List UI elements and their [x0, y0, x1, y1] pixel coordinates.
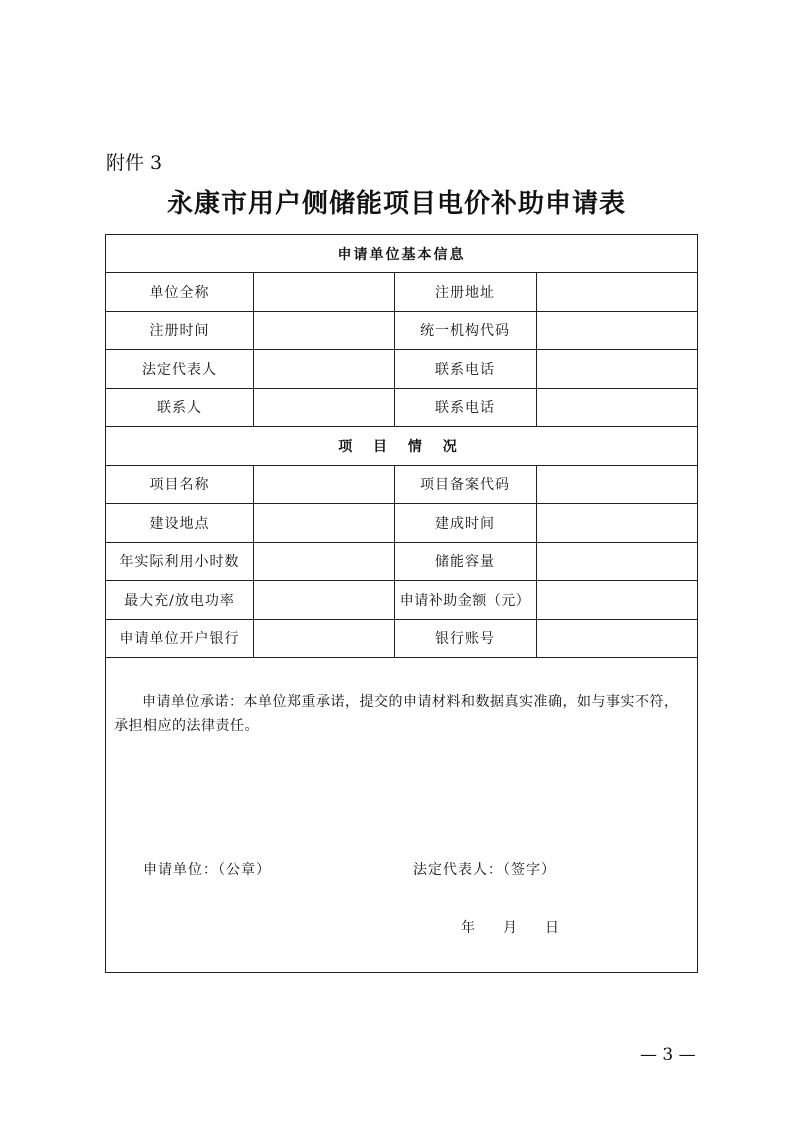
label-project-filing-code: 项目备案代码 [420, 477, 510, 493]
label-contact-person: 联系人 [157, 400, 202, 416]
label-registered-address: 注册地址 [435, 284, 495, 301]
field-unified-code[interactable] [536, 311, 697, 349]
field-max-power[interactable] [253, 580, 394, 619]
page-number: — 3 — [640, 1045, 696, 1065]
field-bank-account[interactable] [536, 619, 697, 657]
signature-date: 年 月 日 [461, 920, 559, 936]
field-project-filing-code[interactable] [536, 465, 697, 503]
attachment-label: 附件 3 [106, 152, 163, 174]
section-basic-info-header: 申请单位基本信息 [337, 246, 466, 263]
label-bank-account: 银行账号 [435, 631, 495, 647]
application-form-table [105, 234, 698, 973]
field-completion-date[interactable] [536, 503, 697, 542]
field-unit-name[interactable] [253, 272, 394, 311]
field-construction-site[interactable] [253, 503, 394, 542]
field-phone-2[interactable] [536, 388, 697, 426]
form-title: 永康市用户侧储能项目电价补助申请表 [166, 189, 626, 219]
signature-unit-seal: 申请单位：（公章） [143, 862, 271, 878]
label-phone-1: 联系电话 [435, 361, 495, 378]
field-contact-person[interactable] [253, 388, 394, 426]
label-phone-2: 联系电话 [435, 400, 495, 416]
label-construction-site: 建设地点 [149, 515, 210, 532]
label-bank: 申请单位开户银行 [119, 631, 240, 647]
field-annual-hours[interactable] [253, 542, 394, 580]
label-subsidy-amount: 申请补助金额（元） [399, 592, 531, 609]
field-storage-capacity[interactable] [536, 542, 697, 580]
label-legal-representative: 法定代表人 [142, 361, 217, 378]
label-registration-date: 注册时间 [149, 323, 210, 339]
field-subsidy-amount[interactable] [536, 580, 697, 619]
label-storage-capacity: 储能容量 [435, 554, 495, 570]
label-annual-hours: 年实际利用小时数 [119, 554, 240, 570]
label-unit-name: 单位全称 [149, 284, 210, 301]
signature-legal-rep: 法定代表人：（签字） [413, 862, 556, 878]
label-unified-code: 统一机构代码 [420, 323, 510, 339]
field-legal-representative[interactable] [253, 349, 394, 388]
label-max-power: 最大充/放电功率 [124, 592, 235, 609]
field-bank[interactable] [253, 619, 394, 657]
label-project-name: 项目名称 [149, 477, 210, 493]
commitment-text: 申请单位承诺：本单位郑重承诺，提交的申请材料和数据真实准确，如与事实不符，承担相应的法律责任。 [114, 694, 679, 734]
field-registration-date[interactable] [253, 311, 394, 349]
section-project-header: 项 目 情 况 [338, 438, 465, 455]
field-registered-address[interactable] [536, 272, 697, 311]
field-phone-1[interactable] [536, 349, 697, 388]
field-project-name[interactable] [253, 465, 394, 503]
label-completion-date: 建成时间 [435, 515, 495, 532]
